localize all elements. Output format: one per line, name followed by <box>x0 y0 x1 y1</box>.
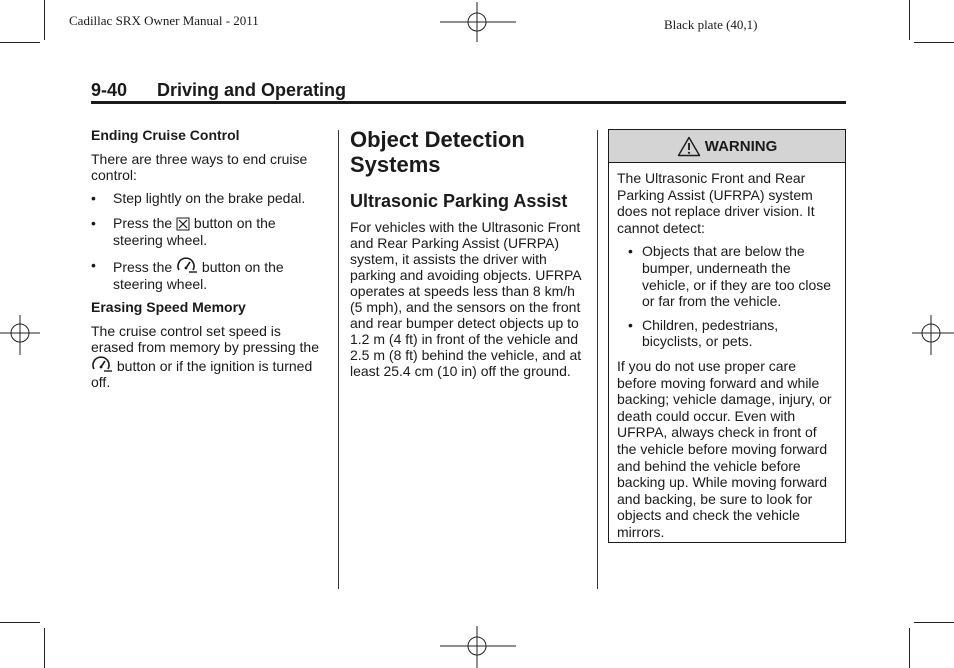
crop-mark <box>914 42 954 43</box>
erasing-paragraph: The cruise control set speed is erased from memory by pressing the button or if the ignition is turned off. <box>91 322 319 390</box>
cancel-x-icon <box>176 217 190 231</box>
warning-label: WARNING <box>704 137 778 155</box>
plate-label: Black plate (40,1) <box>664 17 758 32</box>
ufrpa-description: For vehicles with the Ultrasonic Front and Rear Parking Assist (UFRPA) system, it assists the driver with parking and avoiding objects. UFRPA operates at speeds less than 8 km/h (5 mph), and the sensors on the front and rear bumper detect objects up to 1.2 m (4 ft) in front of the vehicle and 2.5 m (8 ft) behind the vehicle, and at least 25.4 cm (10 in) off the ground. <box>350 219 582 379</box>
manual-title: Cadillac SRX Owner Manual - 2011 <box>69 13 259 28</box>
page-number: 9-40 <box>91 80 128 100</box>
cruise-control-icon <box>176 257 198 275</box>
middle-column <box>350 127 588 379</box>
warning-box <box>608 129 846 543</box>
crop-mark <box>0 42 40 43</box>
page-title: Object Detection Systems <box>350 127 525 177</box>
list-item: • Press the button on the steering wheel. <box>91 215 326 248</box>
warning-body <box>609 163 845 547</box>
warning-list <box>617 243 837 350</box>
registration-mark <box>440 2 516 42</box>
warning-closing: If you do not use proper care before moving forward and while backing; vehicle damage, injury, or death could occur. Even with UFRPA, always check in front of the vehicle before moving forward and behind the vehicle before backing up. While moving forward and backing, be sure to look for objects and check the vehicle mirrors. <box>617 357 832 540</box>
registration-mark <box>912 315 954 355</box>
crop-mark <box>44 628 45 668</box>
heading-erasing-speed: Erasing Speed Memory <box>91 299 246 315</box>
crop-mark <box>909 0 910 40</box>
warning-header <box>609 130 845 163</box>
list-item: • Children, pedestrians, bicyclists, or pets. <box>617 317 837 350</box>
section-title: Driving and Operating <box>157 80 347 100</box>
section-header <box>91 80 846 101</box>
registration-mark <box>440 626 516 668</box>
crop-mark <box>44 0 45 40</box>
warning-triangle-icon <box>677 136 701 157</box>
crop-mark <box>909 628 910 668</box>
ending-methods-list <box>91 190 326 293</box>
column-divider <box>338 130 339 589</box>
list-item: • Objects that are below the bumper, underneath the vehicle, or if they are too close or far from the vehicle. <box>617 243 837 309</box>
column-divider <box>597 130 598 589</box>
section-rule <box>91 101 846 104</box>
crop-mark <box>0 622 40 623</box>
subsection-title: Ultrasonic Parking Assist <box>350 191 568 211</box>
crop-mark <box>914 622 954 623</box>
heading-ending-cruise: Ending Cruise Control <box>91 127 240 143</box>
left-column <box>91 127 326 391</box>
list-item: • Step lightly on the brake pedal. <box>91 190 326 207</box>
cruise-control-icon <box>91 356 113 374</box>
registration-mark <box>0 315 40 355</box>
warning-intro: The Ultrasonic Front and Rear Parking Assist (UFRPA) system does not replace driver vision. It cannot detect: <box>617 170 815 236</box>
ending-intro: There are three ways to end cruise control: <box>91 150 308 183</box>
list-item: • Press the button on the steering wheel. <box>91 257 326 292</box>
